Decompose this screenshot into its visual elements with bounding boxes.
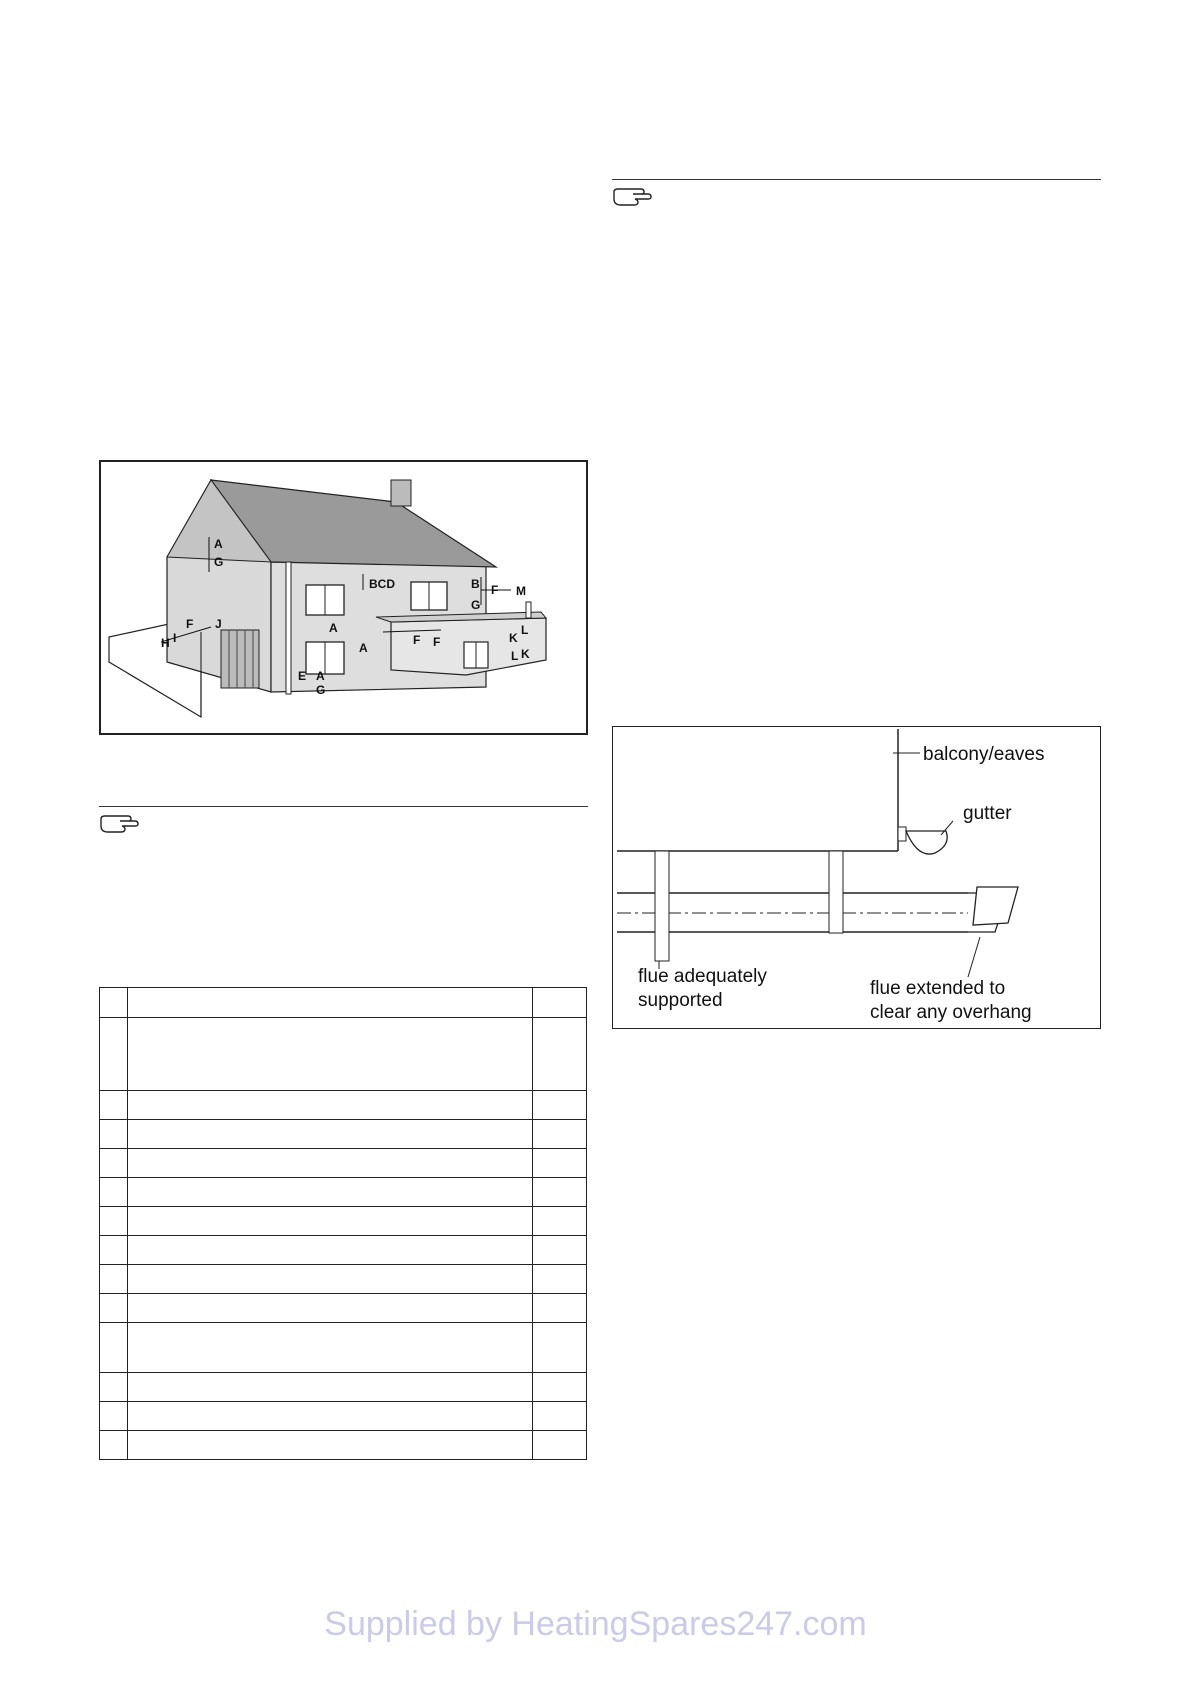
table-cell [533, 1178, 587, 1207]
svg-text:G: G [214, 555, 224, 569]
table-cell [128, 1178, 533, 1207]
table-cell [533, 1402, 587, 1431]
svg-text:B: B [471, 577, 480, 591]
table-cell [533, 1120, 587, 1149]
table-cell [533, 1149, 587, 1178]
table-cell [128, 1373, 533, 1402]
table-cell [533, 1018, 587, 1091]
svg-text:F: F [433, 635, 441, 649]
table-row [100, 1431, 587, 1460]
flue-extended-label-2: clear any overhang [870, 1002, 1032, 1023]
table-cell [533, 1431, 587, 1460]
table-cell [533, 1373, 587, 1402]
table-row [100, 1091, 587, 1120]
table-cell [128, 1120, 533, 1149]
table-cell [100, 1236, 128, 1265]
svg-text:H: H [161, 636, 170, 650]
table-cell [128, 988, 533, 1018]
table-row [100, 1323, 587, 1373]
svg-text:I: I [173, 631, 177, 645]
table-cell [100, 1018, 128, 1091]
table-cell [533, 1265, 587, 1294]
table-cell [100, 1431, 128, 1460]
table-row [100, 1294, 587, 1323]
table-row [100, 1402, 587, 1431]
svg-text:G: G [471, 598, 481, 612]
svg-text:L: L [511, 649, 519, 663]
house-figure [99, 460, 588, 735]
table-row [100, 1373, 587, 1402]
svg-text:A: A [214, 537, 223, 551]
table-cell [533, 1323, 587, 1373]
pointing-hand-icon [98, 813, 142, 835]
svg-text:F: F [186, 617, 194, 631]
flue-extended-label: flue extended to [870, 978, 1006, 999]
flue-supported-label: flue adequately [638, 966, 767, 987]
table-cell [128, 1207, 533, 1236]
table-cell [100, 1207, 128, 1236]
pointing-hand-icon [611, 186, 655, 208]
table-cell [533, 988, 587, 1018]
svg-text:F: F [413, 633, 421, 647]
table-row [100, 988, 587, 1018]
clearance-table [99, 987, 587, 1460]
table-row [100, 1207, 587, 1236]
svg-text:A: A [359, 641, 368, 655]
house-drawing [101, 462, 586, 733]
table-cell [128, 1018, 533, 1091]
table-cell [128, 1091, 533, 1120]
table-cell [100, 1373, 128, 1402]
table-row [100, 1265, 587, 1294]
table-cell [533, 1236, 587, 1265]
right-column-rule [612, 179, 1101, 180]
table-cell [100, 1294, 128, 1323]
table-row [100, 1236, 587, 1265]
balcony-eaves-label: balcony/eaves [923, 744, 1045, 765]
table-cell [100, 988, 128, 1018]
svg-text:J: J [215, 617, 222, 631]
svg-text:F: F [491, 583, 499, 597]
svg-text:A: A [329, 621, 338, 635]
flue-supported-label-2: supported [638, 990, 723, 1011]
table-cell [100, 1323, 128, 1373]
table-cell [100, 1178, 128, 1207]
table-cell [128, 1323, 533, 1373]
table-cell [533, 1091, 587, 1120]
table-cell [533, 1294, 587, 1323]
table-cell [100, 1120, 128, 1149]
table-cell [100, 1402, 128, 1431]
table-row [100, 1149, 587, 1178]
table-cell [533, 1207, 587, 1236]
svg-text:E: E [298, 669, 307, 683]
table-cell [100, 1091, 128, 1120]
svg-text:L: L [521, 623, 529, 637]
table-cell [100, 1265, 128, 1294]
table-row [100, 1178, 587, 1207]
table-row [100, 1018, 587, 1091]
table-cell [128, 1149, 533, 1178]
svg-text:G: G [316, 683, 326, 697]
left-column-rule [99, 806, 588, 807]
svg-text:K: K [521, 647, 530, 661]
svg-text:K: K [509, 631, 518, 645]
svg-text:M: M [516, 584, 526, 598]
table-cell [128, 1402, 533, 1431]
gutter-label: gutter [963, 803, 1012, 824]
table-cell [100, 1149, 128, 1178]
svg-text:BCD: BCD [369, 577, 395, 591]
table-cell [128, 1431, 533, 1460]
eaves-figure [612, 726, 1101, 1029]
footer-watermark: Supplied by HeatingSpares247.com [324, 1605, 867, 1643]
table-cell [128, 1294, 533, 1323]
table-cell [128, 1236, 533, 1265]
svg-text:A: A [316, 669, 325, 683]
table-row [100, 1120, 587, 1149]
table-cell [128, 1265, 533, 1294]
